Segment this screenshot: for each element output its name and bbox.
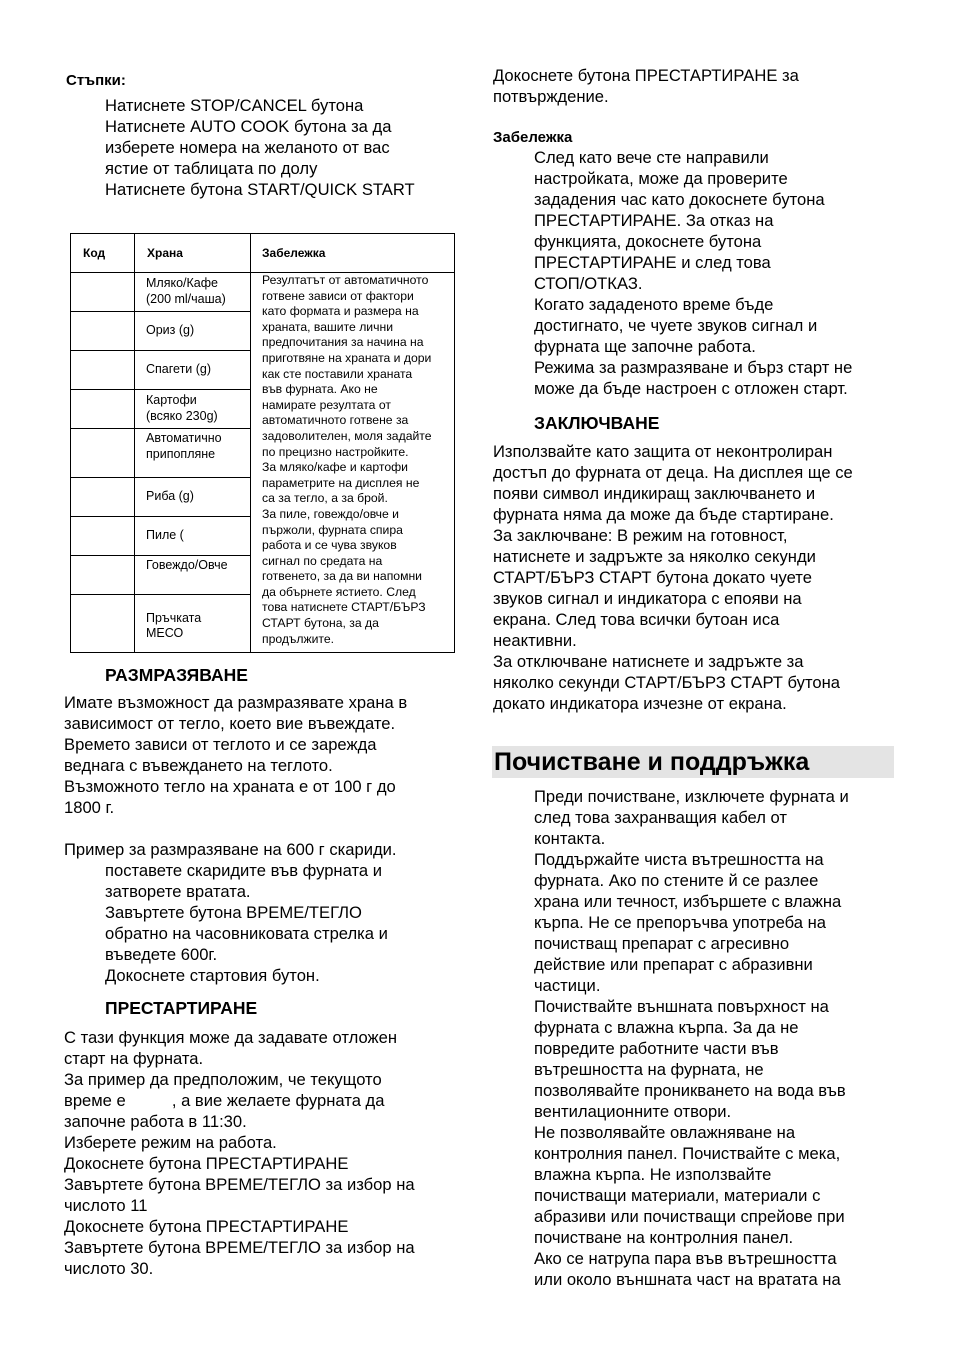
lock-line: фурната няма да може да бъде стартиране. (493, 505, 834, 524)
prestart-line: Изберете режим на работа. (64, 1133, 277, 1152)
table-header-food: Храна (135, 234, 251, 273)
lock-line: неактивни. (493, 631, 577, 650)
note-line: За пиле, говеждо/овче и (262, 506, 399, 521)
cleaning-line: фурната с влажна кърпа. За да не (534, 1018, 799, 1037)
confirm-line: Докоснете бутона ПРЕСТАРТИРАНЕ за (493, 66, 799, 85)
note-line: може да бъде настроен с отложен старт. (534, 379, 848, 398)
step-line: изберете номера на желаното от вас (105, 138, 390, 157)
prestart-line: Завъртете бутона ВРЕМЕ/ТЕГЛО за избор на (64, 1175, 415, 1194)
note-line: да обърнете ястието. След (262, 584, 416, 599)
table-header-note: Забележка (251, 234, 455, 273)
cleaning-line: влажна кърпа. Не използвайте (534, 1165, 772, 1184)
note-line: работа и се чува звуков (262, 538, 397, 553)
note-line: За мляко/кафе и картофи (262, 460, 408, 475)
defrost-line: 1800 г. (64, 798, 115, 817)
food-line: Пръчката (146, 610, 202, 625)
prestart-line: С тази функция може да задавате отложен (64, 1028, 398, 1047)
auto-cook-table (70, 233, 455, 653)
defrost-line: Времето зависи от теглото и се зарежда (64, 735, 377, 754)
table-header-row (71, 234, 455, 273)
lock-line: достъп до фурната от деца. На дисплея ще се (493, 463, 853, 482)
note-heading: Забележка (493, 129, 573, 146)
note-line: са за тегло, а за брой. (262, 491, 388, 506)
food-line: Автоматично (146, 431, 222, 445)
cleaning-line: след това захранващия кабел от (534, 808, 787, 827)
note-line: СТАРТ бутона, за да (262, 616, 379, 631)
defrost-line: Имате възможност да размразявате храна в (64, 693, 408, 712)
food-cell (135, 390, 251, 429)
note-line: готвене зависи от фактори (262, 288, 414, 303)
note-line: СТОП/ОТКАЗ. (534, 274, 643, 293)
code-cell (71, 351, 135, 390)
note-line: функцията, докоснете бутона (534, 232, 762, 251)
cleaning-line: почистващи материали, материали с (534, 1186, 821, 1205)
note-line: Резултатът от автоматичното (262, 273, 429, 287)
note-line: фурната ще започне работа. (534, 337, 756, 356)
cleaning-heading: Почистване и поддръжка (492, 746, 894, 778)
food-cell (135, 351, 251, 390)
lock-line: СТАРТ/БЪРЗ СТАРТ бутона докато чуете (493, 568, 812, 587)
lock-line: появи символ индикиращ заключването и (493, 484, 816, 503)
food-line: припопляне (146, 446, 216, 461)
step-line: ястие от таблицата по долу (105, 159, 318, 178)
code-cell (71, 556, 135, 595)
note-line: това натиснете СТАРТ/БЪРЗ (262, 600, 426, 615)
cleaning-line: контакта. (534, 829, 606, 848)
cleaning-line: почистване на контролния панел. (534, 1228, 794, 1247)
prestart-line: числото 30. (64, 1259, 154, 1278)
food-line: МЕСО (146, 626, 184, 641)
food-cell (135, 556, 251, 595)
example-line: поставете скаридите във фурната и (105, 861, 382, 880)
code-cell (71, 273, 135, 312)
defrost-heading: РАЗМРАЗЯВАНЕ (105, 665, 248, 685)
defrost-line: Възможното тегло на храната е от 100 г до (64, 777, 396, 796)
food-line: (200 ml/чаша) (146, 292, 226, 306)
code-cell (71, 312, 135, 351)
note-line: След като вече сте направили (534, 148, 769, 167)
example-intro: Пример за размразяване на 600 г скариди. (64, 840, 397, 859)
code-cell (71, 517, 135, 556)
example-line: обратно на часовниковата стрелка и (105, 924, 388, 943)
food-line: Пиле ( (146, 528, 184, 543)
example-line: Завъртете бутона ВРЕМЕ/ТЕГЛО (105, 903, 362, 922)
cleaning-line: вътрешността на фурната, не (534, 1060, 764, 1079)
cleaning-line: Поддържайте чиста вътрешността на (534, 850, 824, 869)
step-line: Натиснете бутона START/QUICK START (105, 180, 415, 199)
defrost-line: зависимост от тегло, което вие въвеждате. (64, 714, 396, 733)
food-line: Картофи (146, 393, 197, 408)
code-cell (71, 429, 135, 478)
cleaning-line: действие или препарат с абразивни (534, 955, 813, 974)
lock-line: За заключване: В режим на готовност, (493, 526, 788, 545)
food-cell (135, 595, 251, 653)
cleaning-line: почистващ препарат с агресивно (534, 934, 790, 953)
lock-heading: ЗАКЛЮЧВАНЕ (534, 413, 660, 433)
note-line: настройката, може да проверите (534, 169, 788, 188)
steps-heading: Стъпки: (66, 72, 126, 89)
confirm-line: потвърждение. (493, 87, 609, 106)
note-line: храната, вашите лични (262, 319, 394, 334)
example-line: Докоснете стартовия бутон. (105, 966, 320, 985)
note-cell (251, 273, 455, 653)
note-line: достигнато, че чуете звуков сигнал и (534, 316, 818, 335)
prestart-line: Докоснете бутона ПРЕСТАРТИРАНЕ (64, 1154, 349, 1173)
note-line: като формата и размера на (262, 304, 419, 319)
note-line: ПРЕСТАРТИРАНЕ. За отказ на (534, 211, 774, 230)
prestart-line: За пример да предположим, че текущото (64, 1070, 382, 1089)
code-cell (71, 478, 135, 517)
note-line: Режима за размразяване и бърз старт не (534, 358, 853, 377)
note-line: пържоли, фурната спира (262, 522, 403, 537)
note-line: по прецизно настройките. (262, 444, 409, 459)
note-line: параметрите на дисплея не (262, 475, 420, 490)
example-line: затворете вратата. (105, 882, 251, 901)
defrost-line: веднага с въвеждането на теглото. (64, 756, 333, 775)
note-line: продължите. (262, 631, 335, 646)
lock-line: натиснете и задръжте за няколко секунди (493, 547, 816, 566)
food-line: Риба (g) (146, 489, 194, 504)
note-line: задоволителен, моля задайте (262, 428, 432, 443)
example-line: въведете 600г. (105, 945, 218, 964)
cleaning-line: Не позволявайте овлажняване на (534, 1123, 796, 1142)
note-line: намирате резултата от (262, 397, 391, 412)
food-line: (всяко 230g) (146, 409, 218, 423)
note-line: зададения час като докоснете бутона (534, 190, 825, 209)
note-line: сигнал по средата на (262, 553, 383, 568)
food-cell (135, 273, 251, 312)
note-line: готвенето, за да ви напомни (262, 569, 422, 584)
prestart-line: числото 11 (64, 1196, 148, 1215)
cleaning-line: Ако се натрупа пара във вътрешността (534, 1249, 837, 1268)
note-line: Когато зададеното време бъде (534, 295, 774, 314)
cleaning-line: Преди почистване, изключете фурната и (534, 787, 849, 806)
lock-line: За отключване натиснете и задръжте за (493, 652, 804, 671)
cleaning-line: или около външната част на вратата на (534, 1270, 841, 1289)
step-line: Натиснете AUTO COOK бутона за да (105, 117, 392, 136)
cleaning-line: контролния панел. Почиствайте с мека, (534, 1144, 841, 1163)
cleaning-line: вентилационните отвори. (534, 1102, 732, 1121)
code-cell (71, 390, 135, 429)
note-line: във фурната. Ако не (262, 382, 378, 397)
food-line: Ориз (g) (146, 323, 195, 338)
table-row (71, 273, 455, 312)
food-cell (135, 429, 251, 478)
lock-line: няколко секунди СТАРТ/БЪРЗ СТАРТ бутона (493, 673, 841, 692)
food-cell (135, 517, 251, 556)
step-line: Натиснете STOP/CANCEL бутона (105, 96, 364, 115)
table-header-code: Код (71, 234, 135, 273)
code-cell (71, 595, 135, 653)
food-line: Мляко/Кафе (146, 276, 218, 291)
food-cell (135, 478, 251, 517)
lock-line: звуков сигнал и индикатора с епояви на (493, 589, 802, 608)
prestart-line: Докоснете бутона ПРЕСТАРТИРАНЕ (64, 1217, 349, 1236)
prestart-line: време е , а вие желаете фурната да (64, 1091, 385, 1110)
food-line: Спагети (g) (146, 362, 212, 377)
prestart-line: старт на фурната. (64, 1049, 204, 1068)
lock-line: екрана. След това всички бутоан иса (493, 610, 780, 629)
cleaning-line: позволявайте проникването на вода във (534, 1081, 846, 1100)
note-line: автоматичното готвене за (262, 413, 409, 428)
note-line: как сте поставили храната (262, 366, 413, 381)
food-cell (135, 312, 251, 351)
note-line: ПРЕСТАРТИРАНЕ и след това (534, 253, 771, 272)
prestart-line: започне работа в 11:30. (64, 1112, 247, 1131)
cleaning-line: кърпа. Не се препоръчва употреба на (534, 913, 826, 932)
prestart-heading: ПРЕСТАРТИРАНЕ (105, 998, 258, 1018)
cleaning-line: абразиви или почистващи спрейове при (534, 1207, 845, 1226)
cleaning-line: храна или течност, избършете с влажна (534, 892, 842, 911)
note-line: приготвяне на храната и дори (262, 350, 432, 365)
lock-line: Използвайте като защита от неконтролиран (493, 442, 833, 461)
prestart-line: Завъртете бутона ВРЕМЕ/ТЕГЛО за избор на (64, 1238, 415, 1257)
note-line: предпочитания за начина на (262, 335, 424, 350)
cleaning-line: частици. (534, 976, 601, 995)
cleaning-line: Почиствайте външната повърхност на (534, 997, 829, 1016)
cleaning-line: фурната. Ако по стените й се разлее (534, 871, 819, 890)
food-line: Говеждо/Овче (146, 558, 228, 572)
cleaning-line: повредите работните части във (534, 1039, 779, 1058)
lock-line: докато индикатора изчезне от екрана. (493, 694, 787, 713)
